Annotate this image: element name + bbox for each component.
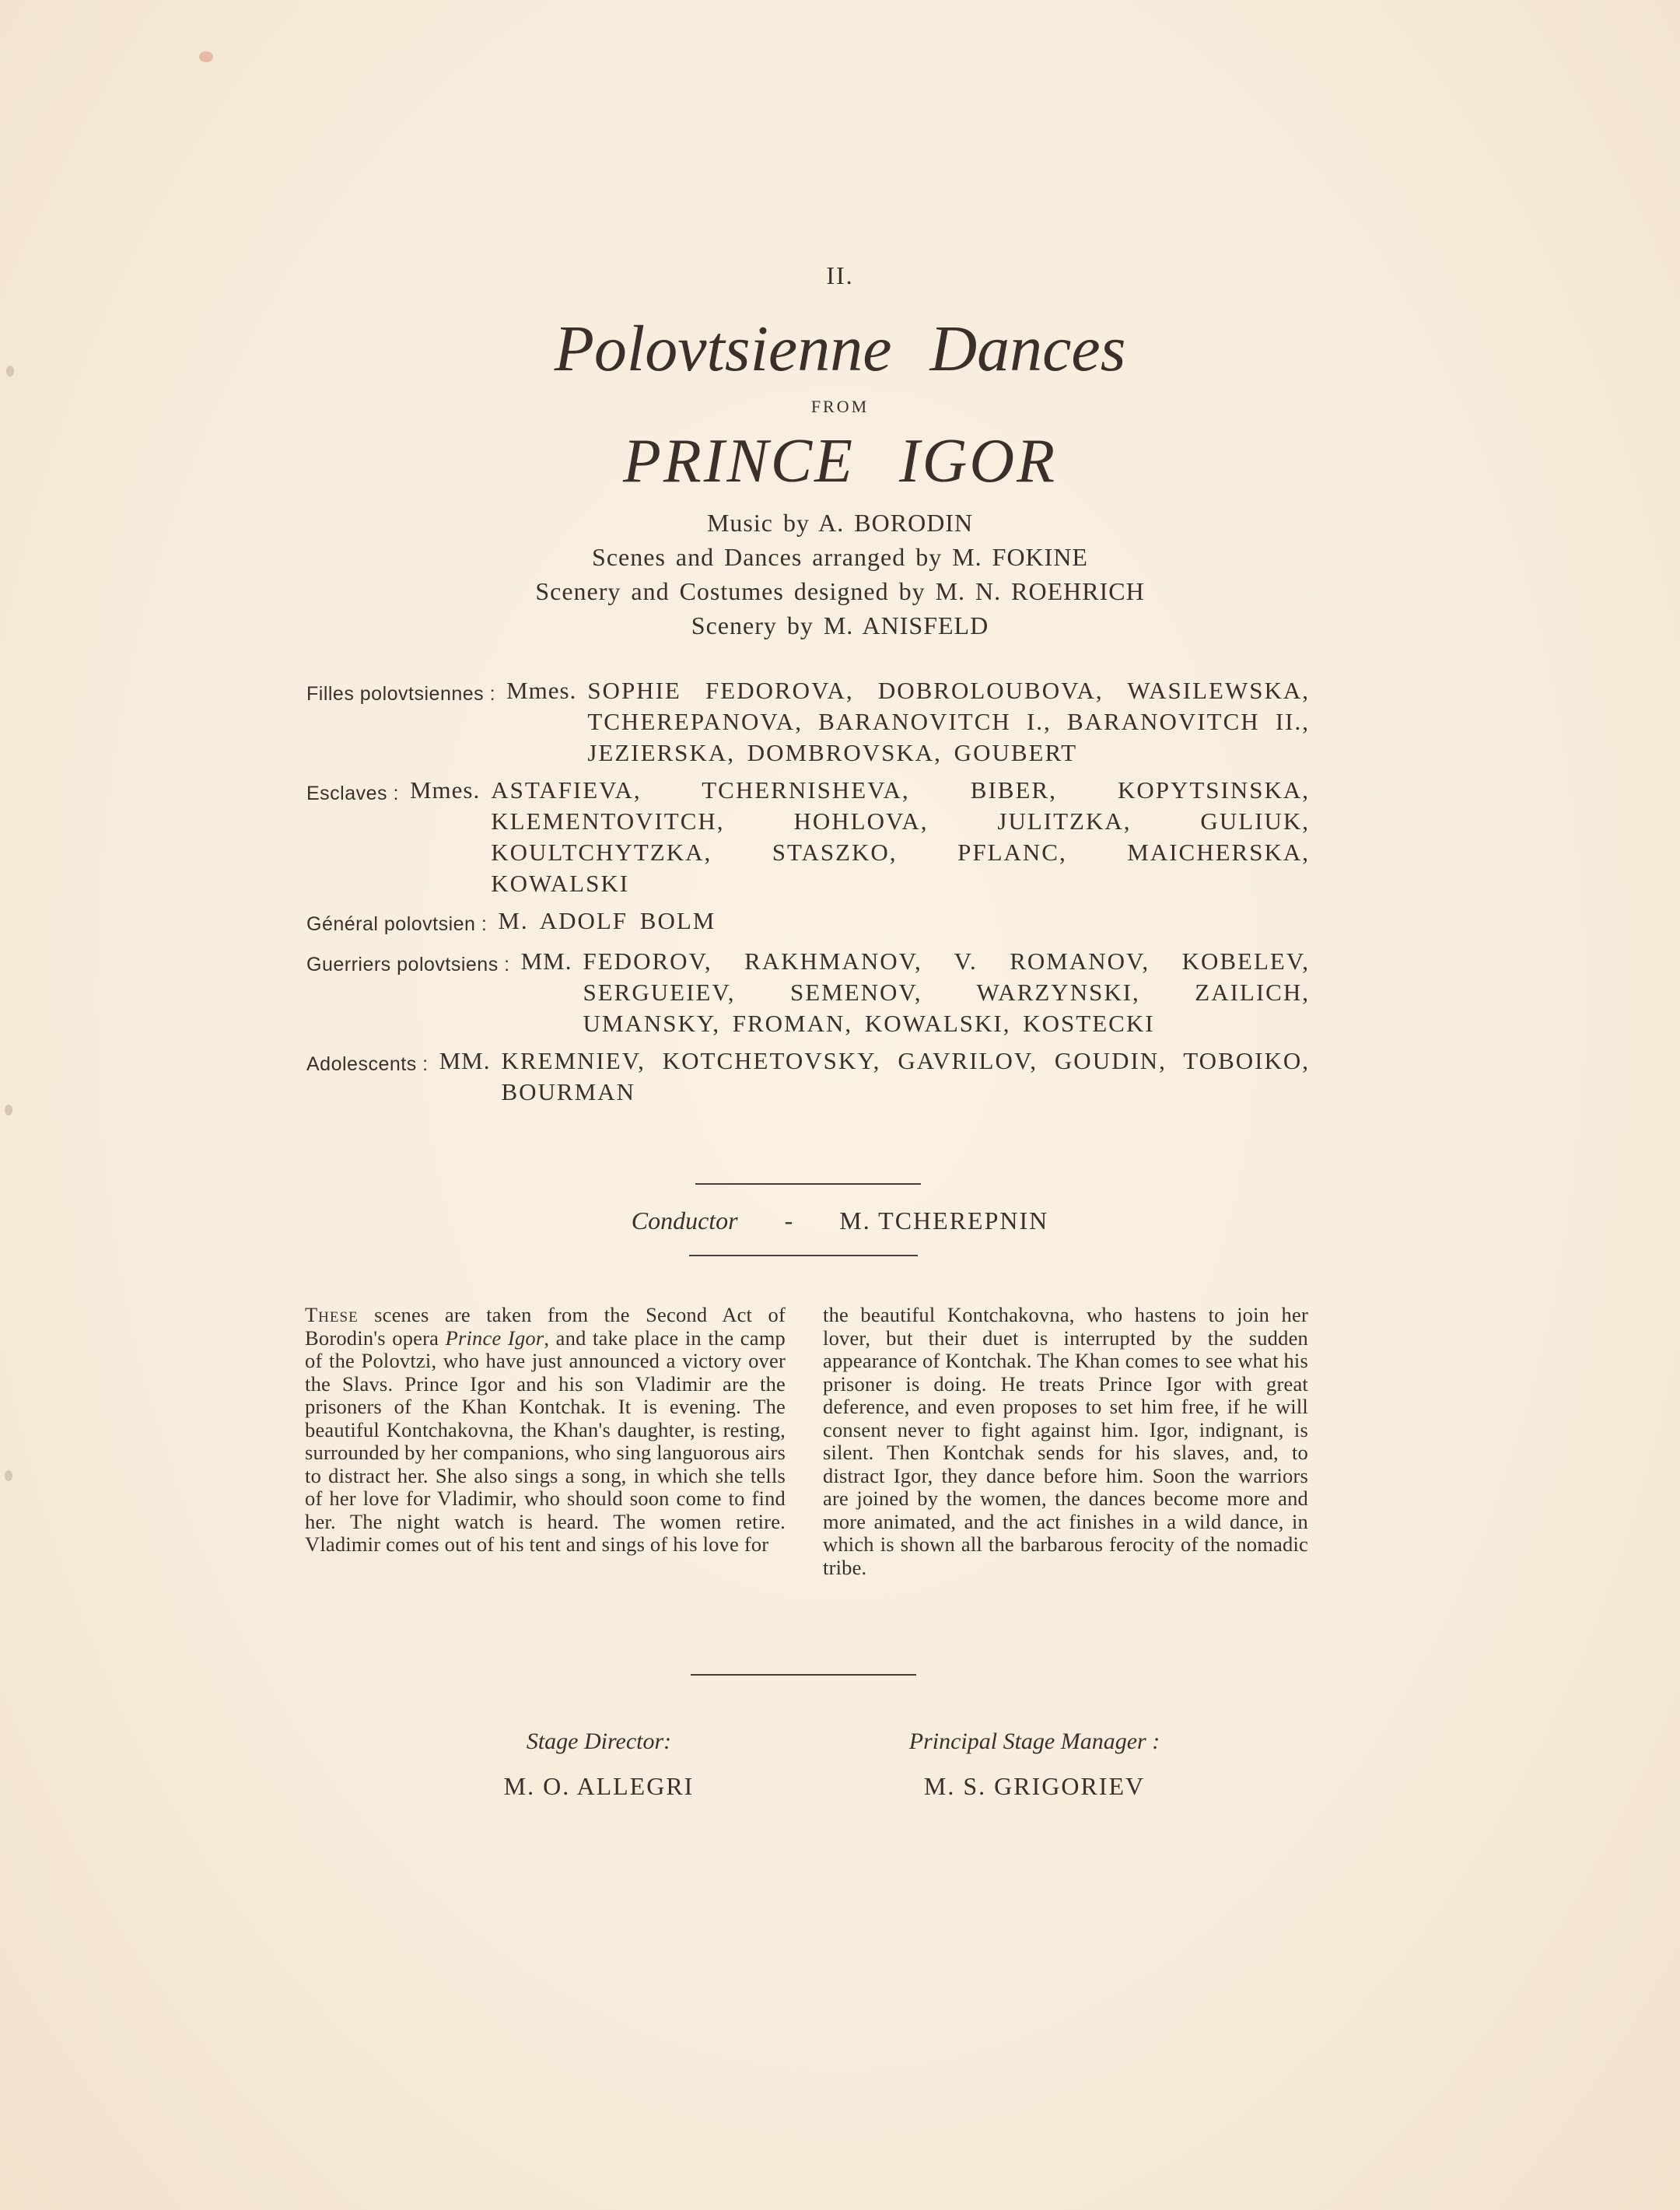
cast-role: Esclaves : bbox=[306, 783, 399, 804]
conductor-dash: - bbox=[784, 1207, 793, 1235]
divider-rule bbox=[691, 1674, 916, 1676]
cast-role: Filles polovtsiennes : bbox=[306, 683, 496, 705]
ballet-title: Polovtsienne Dances bbox=[554, 313, 1126, 385]
cast-entry-guerriers bbox=[306, 946, 1310, 1039]
conductor-label: Conductor bbox=[631, 1207, 738, 1235]
credit-choreography: Scenes and Dances arranged by M. FOKINE bbox=[592, 543, 1088, 571]
cast-list bbox=[306, 675, 1310, 1114]
opera-title: PRINCE IGOR bbox=[622, 427, 1057, 496]
synopsis-left-column bbox=[305, 1304, 786, 1557]
cast-names: FEDOROV, RAKHMANOV, V. ROMANOV, KOBELEV, SERGUEIEV, SEMENOV, WARZYNSKI, ZAILICH, UMANSKY, FROMAN, KOWALSKI, KOSTECKI bbox=[583, 947, 1310, 1037]
cast-role: Général polovtsien : bbox=[306, 913, 488, 935]
credit-scenery: Scenery by M. ANISFELD bbox=[691, 611, 989, 639]
stage-manager-name: M. S. GRIGORIEV bbox=[923, 1772, 1146, 1800]
credits-block bbox=[0, 506, 1680, 643]
cast-names: ASTAFIEVA, TCHERNISHEVA, BIBER, KOPYTSINSKA, KLEMENTOVITCH, HOHLOVA, JULITZKA, GULIUK, KOULTCHYTZKA, STASZKO, PFLANC, MAICHERSKA, KOWALSKI bbox=[491, 776, 1310, 897]
cast-title-prefix: Mmes. bbox=[409, 776, 481, 804]
credit-costumes: Scenery and Costumes designed by M. N. ROEHRICH bbox=[535, 577, 1145, 605]
synopsis-lead-word: These bbox=[305, 1303, 359, 1326]
cast-title-prefix: MM. bbox=[520, 947, 572, 975]
cast-names: M. ADOLF BOLM bbox=[498, 907, 716, 934]
paper-stain bbox=[5, 1470, 12, 1481]
cast-entry-general bbox=[306, 905, 1310, 940]
synopsis-right-column: the beautiful Kontchakovna, who hastens to join her lover, but their duet is interrupted by the sudden appearance of Kontchak. The Khan comes to see what his prisoner is doing. He treats Prince Igor with great deference, and even proposes to set him free, if he will consent never to fight against him. Igor, indignant, is silent. Then Kontchak sends for his slaves, and, to distract Igor, they dance before him. Soon the warriors are joined by the women, the dances become more and more animated, and the act finishes in a wild dance, in which is shown all the barbarous ferocity of the nomadic tribe. bbox=[823, 1303, 1309, 1579]
synopsis-text: , and take place in the camp of the Polovtzi, who have just announced a victory over the Slavs. Prince Igor and his son Vladimir are the prisoners of the Khan Kontchak. It is evening. The beautiful Kontchakovna, the Khan's daughter, is resting, surrounded by her companions, who sing languorous airs to distract her. She also sings a song, in which she tells of her love for Vladimir, who should soon come to find her. The night watch is heard. The women retire. Vladimir comes out of his tent and sings of his love for bbox=[305, 1326, 786, 1556]
synopsis-opera-title: Prince Igor bbox=[445, 1326, 544, 1350]
stage-manager-label: Principal Stage Manager : bbox=[908, 1728, 1160, 1754]
paper-stain bbox=[199, 51, 213, 62]
cast-title-prefix: MM. bbox=[439, 1047, 491, 1074]
synopsis-text: scenes are taken from the Second Act of Borodin's opera bbox=[305, 1303, 786, 1350]
stage-director-name: M. O. ALLEGRI bbox=[503, 1772, 695, 1800]
cast-entry-esclaves bbox=[306, 775, 1310, 899]
cast-names: KREMNIEV, KOTCHETOVSKY, GAVRILOV, GOUDIN, TOBOIKO, BOURMAN bbox=[501, 1047, 1310, 1105]
paper-stain bbox=[5, 1105, 12, 1116]
cast-names: SOPHIE FEDOROVA, DOBROLOUBOVA, WASILEWSKA, TCHEREPANOVA, BARANOVITCH I., BARANOVITCH II., JEZIERSKA, DOMBROVSKA, GOUBERT bbox=[587, 677, 1310, 766]
section-numeral: II. bbox=[826, 261, 854, 289]
credit-music: Music by A. BORODIN bbox=[706, 509, 974, 537]
paper-stain bbox=[6, 366, 14, 377]
cast-role: Adolescents : bbox=[306, 1053, 429, 1075]
from-label: FROM bbox=[810, 397, 870, 416]
conductor-name: M. TCHEREPNIN bbox=[839, 1207, 1049, 1235]
divider-rule bbox=[695, 1183, 921, 1185]
cast-entry-adolescents bbox=[306, 1045, 1310, 1108]
cast-entry-filles bbox=[306, 675, 1310, 769]
cast-title-prefix: Mmes. bbox=[506, 677, 577, 704]
cast-role: Guerriers polovtsiens : bbox=[306, 954, 510, 975]
stage-director-label: Stage Director: bbox=[526, 1728, 672, 1754]
conductor-line bbox=[0, 1207, 1680, 1235]
divider-rule bbox=[689, 1255, 918, 1256]
